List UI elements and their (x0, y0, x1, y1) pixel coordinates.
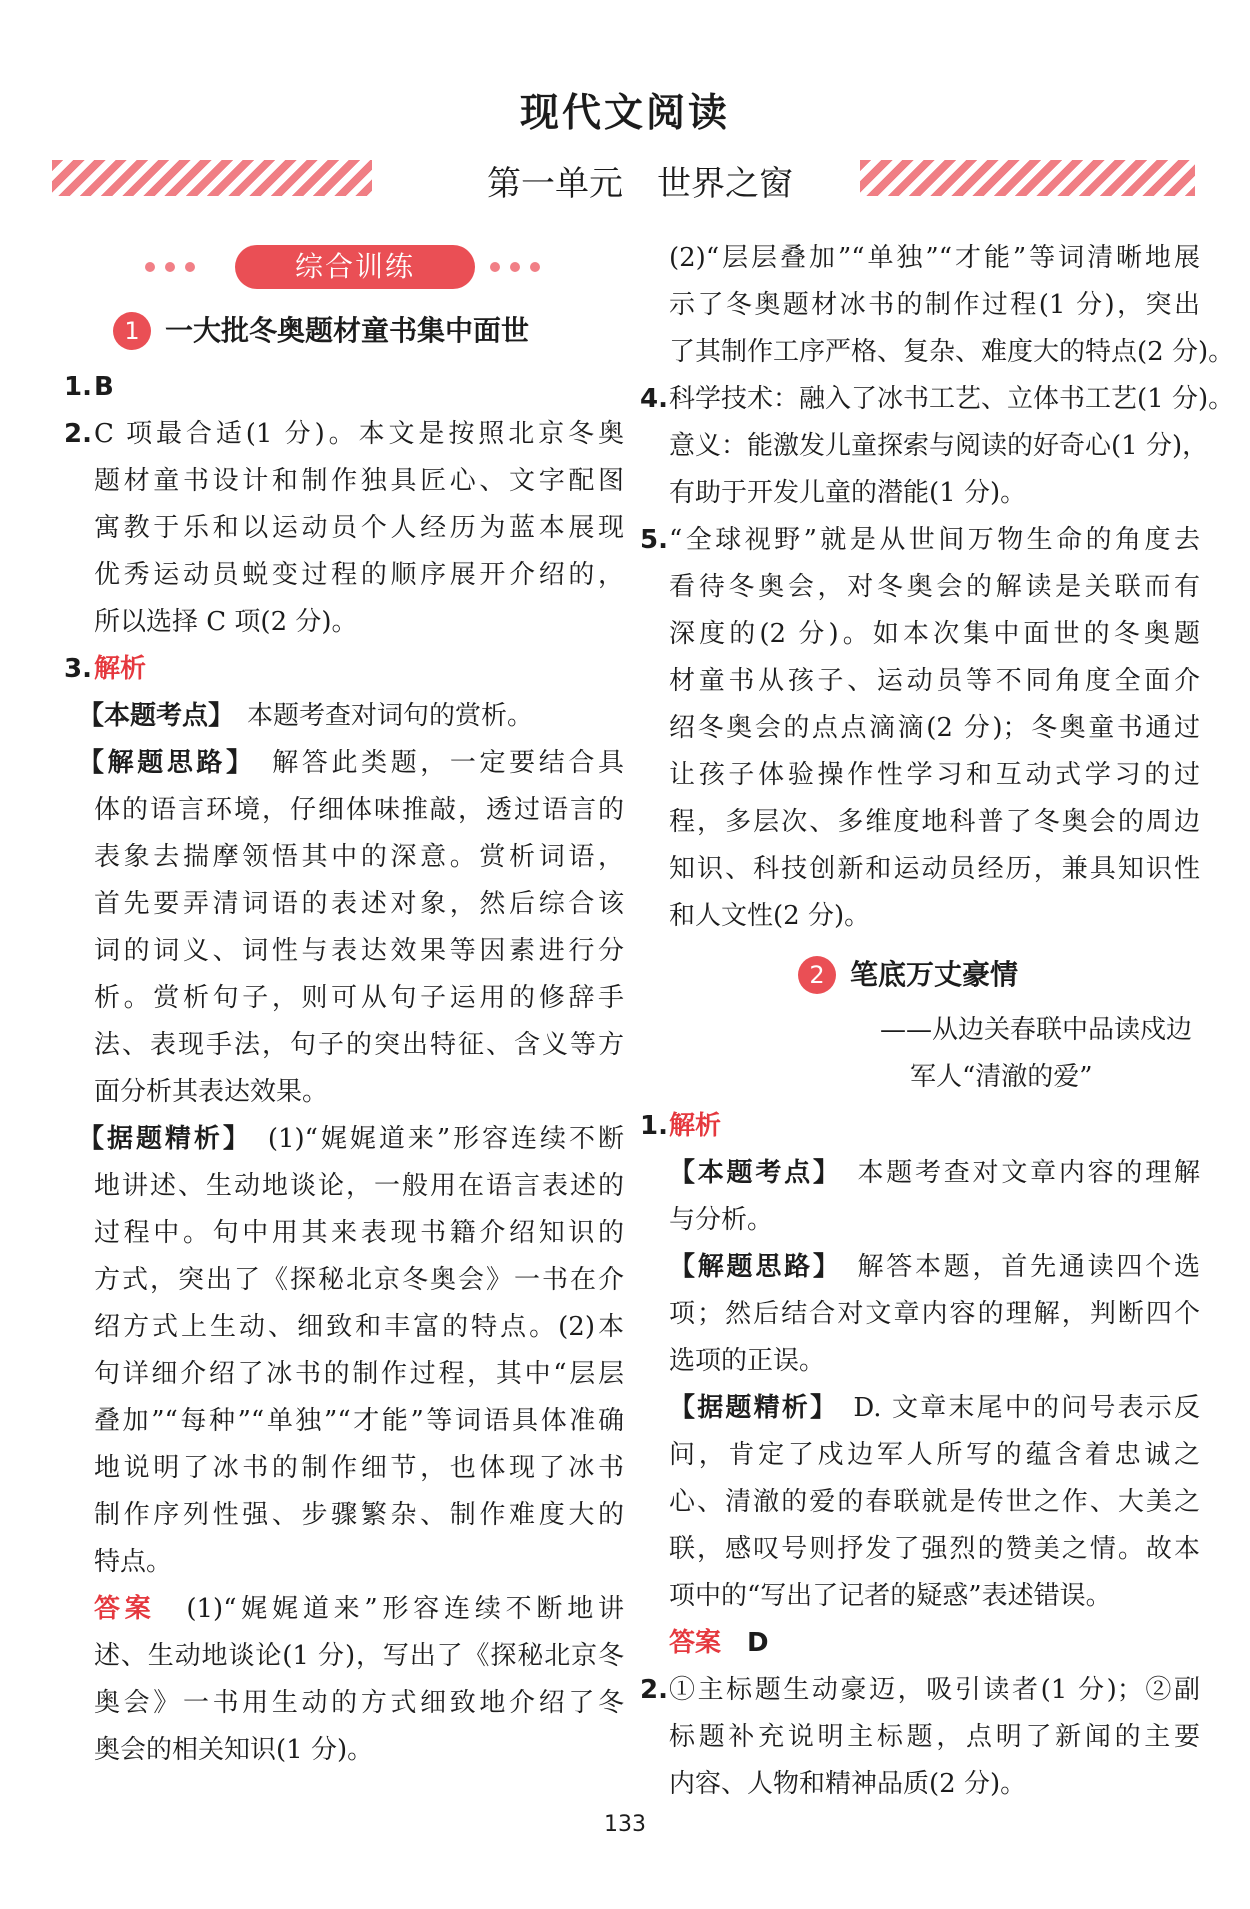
text-line: 与分析。 (669, 1205, 774, 1235)
text-line: ①主标题生动豪迈，吸引读者(1 分)；②副 (669, 1675, 1200, 1705)
text-line: 方式，突出了《探秘北京冬奥会》一书在介 (94, 1265, 624, 1295)
text-line: 特点。 (94, 1547, 173, 1577)
silu-text: 解答本题，首先通读四个选 (857, 1252, 1200, 1282)
text-line: 地说明了冰书的制作细节，也体现了冰书 (94, 1453, 624, 1483)
unit-title: 第一单元 世界之窗 (487, 164, 793, 204)
kaodian-line (669, 1150, 1200, 1197)
jingxi-text: D. 文章末尾中的问号表示反 (853, 1393, 1200, 1423)
answer-choice: D (747, 1628, 769, 1658)
text-line: 和人文性(2 分)。 (669, 901, 871, 931)
text-line: 奥会》一书用生动的方式细致地介绍了冬 (94, 1688, 624, 1718)
section-title: 笔底万丈豪情 (850, 958, 1019, 991)
section-number-badge: 1 (113, 312, 151, 350)
text-line: 词的词义、词性与表达效果等因素进行分 (94, 936, 624, 966)
text-line: 法、表现手法，句子的突出特征、含义等方 (94, 1030, 624, 1060)
kaodian-tag: 【本题考点】 (78, 701, 222, 731)
jingxi-line (78, 1116, 624, 1163)
kaodian-text: 本题考查对文章内容的理解 (857, 1158, 1200, 1188)
header-stripe-left (52, 160, 372, 196)
question-number: 1. (64, 372, 92, 402)
page-number: 133 (604, 1812, 646, 1837)
banner-dot (165, 262, 175, 272)
jingxi-tag: 【据题精析】 (669, 1393, 826, 1423)
banner-dot (185, 262, 195, 272)
text-line: 表象去揣摩领悟其中的深意。赏析词语， (94, 842, 624, 872)
text-line: 内容、人物和精神品质(2 分)。 (669, 1769, 1027, 1799)
text-line: 问，肯定了戍边军人所写的蕴含着忠诚之 (669, 1440, 1200, 1470)
silu-line (78, 740, 624, 787)
text-line: 地讲述、生动地谈论，一般用在语言表述的 (94, 1171, 624, 1201)
text-line: 所以选择 C 项(2 分)。 (94, 607, 358, 637)
page-title: 现代文阅读 (519, 91, 730, 136)
text-line: 绍方式上生动、细致和丰富的特点。(2)本 (94, 1312, 624, 1342)
section-subtitle: ——从边关春联中品读戍边 (880, 1015, 1193, 1045)
question-number: 4. (640, 384, 668, 414)
text-line: “全球视野”就是从世间万物生命的角度去 (669, 525, 1200, 555)
text-line: 析。赏析句子，则可从句子运用的修辞手 (94, 983, 624, 1013)
answer-line (94, 1586, 624, 1633)
kaodian-tag: 【本题考点】 (669, 1158, 829, 1188)
kaodian-line (78, 693, 624, 740)
section-banner (145, 245, 555, 289)
silu-line (669, 1244, 1200, 1291)
banner-dot (530, 262, 540, 272)
jingxi-text: (1)“娓娓道来”形容连续不断 (267, 1124, 624, 1154)
text-line: 述、生动地谈论(1 分)，写出了《探秘北京冬 (94, 1641, 624, 1671)
text-line: 寓教于乐和以运动员个人经历为蓝本展现 (94, 513, 624, 543)
text-line: (2)“层层叠加”“单独”“才能”等词清晰地展 (669, 243, 1200, 273)
jingxi-tag: 【据题精析】 (78, 1124, 239, 1154)
section-title: 一大批冬奥题材童书集中面世 (165, 314, 530, 347)
banner-dot (145, 262, 155, 272)
answer-tag: 答案 (94, 1594, 156, 1624)
text-line: 叠加”“每种”“单独”“才能”等词语具体准确 (94, 1406, 624, 1436)
text-line: 知识、科技创新和运动员经历，兼具知识性 (669, 854, 1200, 884)
answer-choice: B (94, 372, 114, 402)
text-line: 选项的正误。 (669, 1346, 826, 1376)
text-line: 项；然后结合对文章内容的理解，判断四个 (669, 1299, 1200, 1329)
banner-dot (510, 262, 520, 272)
text-line: 科学技术：融入了冰书工艺、立体书工艺(1 分)。 (669, 384, 1235, 414)
answer-line (669, 1620, 1200, 1667)
text-line: 意义：能激发儿童探索与阅读的好奇心(1 分)， (669, 431, 1209, 461)
banner-label: 综合训练 (235, 245, 475, 289)
text-line: 让孩子体验操作性学习和互动式学习的过 (669, 760, 1200, 790)
text-line: 程，多层次、多维度地科普了冬奥会的周边 (669, 807, 1200, 837)
text-line: 联，感叹号则抒发了强烈的赞美之情。故本 (669, 1534, 1200, 1564)
banner-dot (490, 262, 500, 272)
section-number-badge: 2 (798, 956, 836, 994)
text-line: 材童书从孩子、运动员等不同角度全面介 (669, 666, 1200, 696)
kaodian-text: 本题考查对词句的赏析。 (247, 701, 534, 731)
analysis-label: 解析 (94, 654, 147, 684)
question-number: 2. (64, 419, 92, 449)
text-line: 面分析其表达效果。 (94, 1077, 329, 1107)
question-number: 2. (640, 1675, 668, 1705)
answer-tag: 答案 (669, 1628, 722, 1658)
text-line: 制作序列性强、步骤繁杂、制作难度大的 (94, 1500, 624, 1530)
text-line: 首先要弄清词语的表述对象，然后综合该 (94, 889, 624, 919)
text-line: 心、清澈的爱的春联就是传世之作、大美之 (669, 1487, 1200, 1517)
text-line: 过程中。句中用其来表现书籍介绍知识的 (94, 1218, 624, 1248)
answer-text: (1)“娓娓道来”形容连续不断地讲 (186, 1594, 624, 1624)
silu-tag: 【解题思路】 (78, 748, 243, 778)
header-stripe-right (860, 160, 1195, 196)
text-line: 句详细介绍了冰书的制作过程，其中“层层 (94, 1359, 624, 1389)
text-line: 题材童书设计和制作独具匠心、文字配图 (94, 466, 624, 496)
text-line: 深度的(2 分)。如本次集中面世的冬奥题 (669, 619, 1200, 649)
question-number: 5. (640, 525, 668, 555)
text-line: 优秀运动员蜕变过程的顺序展开介绍的， (94, 560, 624, 590)
jingxi-line (669, 1385, 1200, 1432)
text-line: 奥会的相关知识(1 分)。 (94, 1735, 374, 1765)
text-line: 看待冬奥会，对冬奥会的解读是关联而有 (669, 572, 1200, 602)
text-line: 了其制作工序严格、复杂、难度大的特点(2 分)。 (669, 337, 1235, 367)
silu-tag: 【解题思路】 (669, 1252, 829, 1282)
analysis-label: 解析 (669, 1111, 722, 1141)
section-subtitle: 军人“清澈的爱” (910, 1062, 1093, 1092)
question-number: 1. (640, 1111, 668, 1141)
text-line: 绍冬奥会的点点滴滴(2 分)；冬奥童书通过 (669, 713, 1200, 743)
text-line: 有助于开发儿童的潜能(1 分)。 (669, 478, 1027, 508)
text-line: 示了冬奥题材冰书的制作过程(1 分)，突出 (669, 290, 1200, 320)
text-line: C 项最合适(1 分)。本文是按照北京冬奥 (94, 419, 624, 449)
silu-text: 解答此类题，一定要结合具 (272, 748, 624, 778)
text-line: 体的语言环境，仔细体味推敲，透过语言的 (94, 795, 624, 825)
question-number: 3. (64, 654, 92, 684)
text-line: 项中的“写出了记者的疑惑”表述错误。 (669, 1581, 1112, 1611)
text-line: 标题补充说明主标题，点明了新闻的主要 (669, 1722, 1200, 1752)
